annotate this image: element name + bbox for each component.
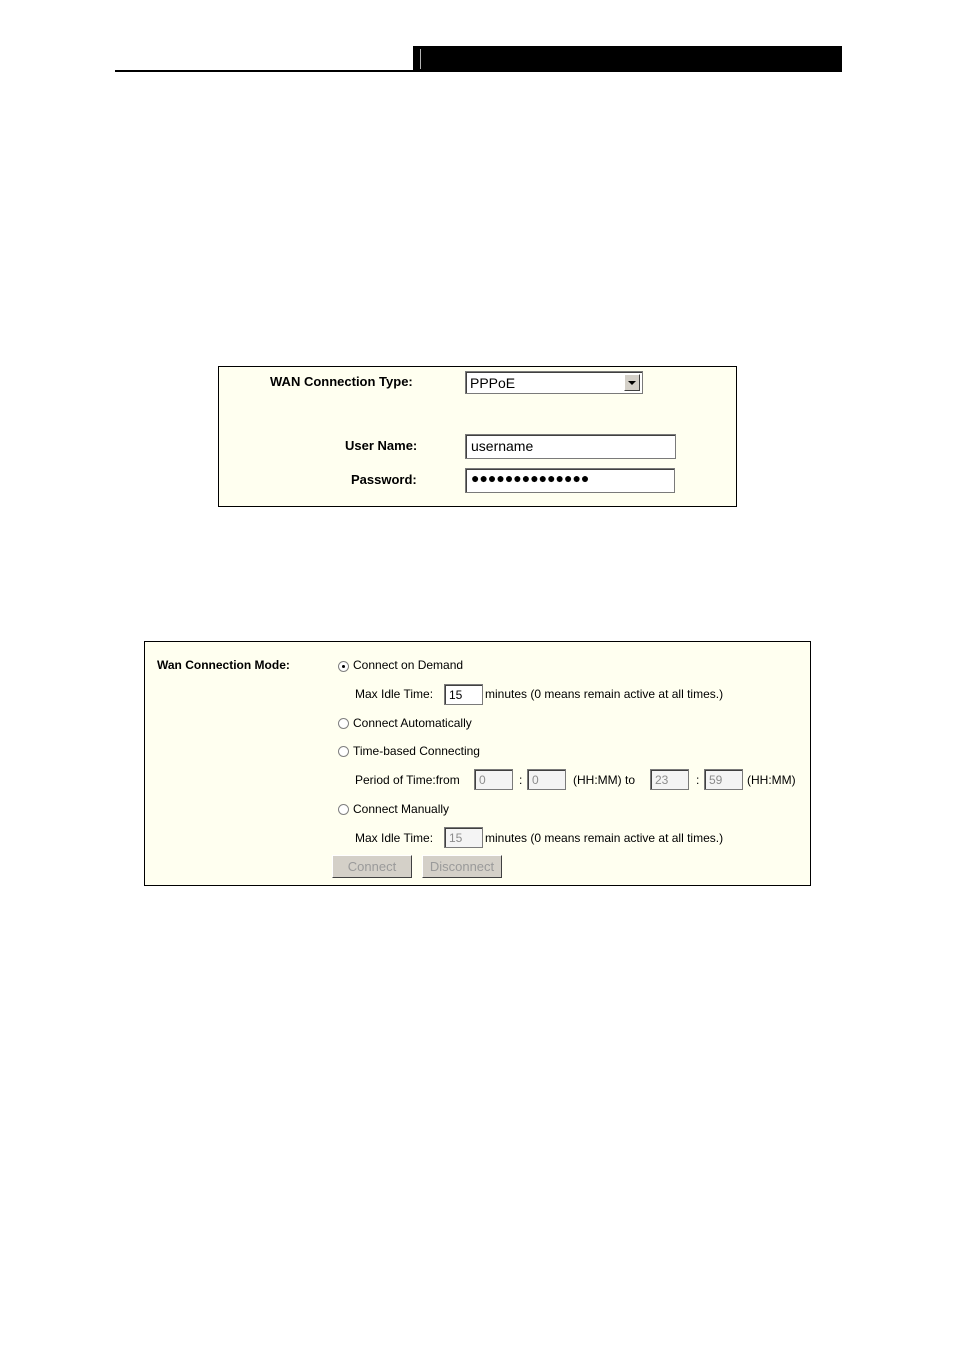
from-minute-value: 0 bbox=[532, 773, 539, 787]
to-hour-input[interactable] bbox=[650, 769, 689, 790]
from-minute-input[interactable] bbox=[527, 769, 566, 790]
from-hour-value: 0 bbox=[479, 773, 486, 787]
wan-type-value: PPPoE bbox=[470, 375, 516, 391]
wan-mode-label: Wan Connection Mode: bbox=[157, 658, 290, 672]
radio-connect-automatically[interactable] bbox=[338, 718, 349, 729]
password-label: Password: bbox=[351, 472, 417, 487]
option-connect-on-demand: Connect on Demand bbox=[353, 658, 464, 672]
demand-idle-input[interactable] bbox=[444, 684, 483, 705]
from-hour-input[interactable] bbox=[474, 769, 513, 790]
period-label: Period of Time:from bbox=[355, 773, 460, 787]
to-minute-input[interactable] bbox=[704, 769, 743, 790]
wan-type-label: WAN Connection Type: bbox=[270, 374, 413, 389]
password-input[interactable] bbox=[465, 468, 675, 493]
wan-connection-mode-panel bbox=[144, 641, 811, 886]
to-minute-value: 59 bbox=[709, 773, 723, 787]
manual-idle-input[interactable] bbox=[444, 827, 483, 848]
option-time-based: Time-based Connecting bbox=[353, 744, 480, 758]
chevron-down-icon[interactable] bbox=[624, 374, 640, 391]
to-colon: : bbox=[696, 773, 700, 787]
hhmm-to-label: (HH:MM) to bbox=[573, 773, 635, 787]
header-rule bbox=[115, 70, 842, 72]
option-connect-manually: Connect Manually bbox=[353, 802, 450, 816]
username-value: username bbox=[471, 438, 534, 454]
manual-idle-label: Max Idle Time: bbox=[355, 831, 434, 845]
radio-time-based[interactable] bbox=[338, 746, 349, 757]
demand-idle-suffix: minutes (0 means remain active at all times.) bbox=[485, 687, 724, 701]
pppoe-settings-panel bbox=[218, 366, 737, 507]
manual-idle-value: 15 bbox=[449, 831, 463, 845]
header-bar-divider bbox=[420, 49, 421, 69]
from-colon: : bbox=[519, 773, 523, 787]
disconnect-button[interactable]: Disconnect bbox=[422, 855, 502, 878]
to-hour-value: 23 bbox=[655, 773, 669, 787]
hhmm-label: (HH:MM) bbox=[747, 773, 796, 787]
demand-idle-label: Max Idle Time: bbox=[355, 687, 434, 701]
demand-idle-value: 15 bbox=[449, 688, 463, 702]
username-label: User Name: bbox=[345, 438, 418, 453]
password-value: ●●●●●●●●●●●●●● bbox=[471, 470, 590, 486]
header-bar bbox=[413, 46, 842, 72]
radio-connect-on-demand[interactable] bbox=[338, 661, 349, 672]
wan-type-select[interactable] bbox=[465, 371, 643, 394]
option-connect-automatically: Connect Automatically bbox=[353, 716, 472, 730]
manual-idle-suffix: minutes (0 means remain active at all times.) bbox=[485, 831, 724, 845]
radio-connect-manually[interactable] bbox=[338, 804, 349, 815]
username-input[interactable] bbox=[465, 434, 676, 459]
connect-button[interactable]: Connect bbox=[332, 855, 412, 878]
